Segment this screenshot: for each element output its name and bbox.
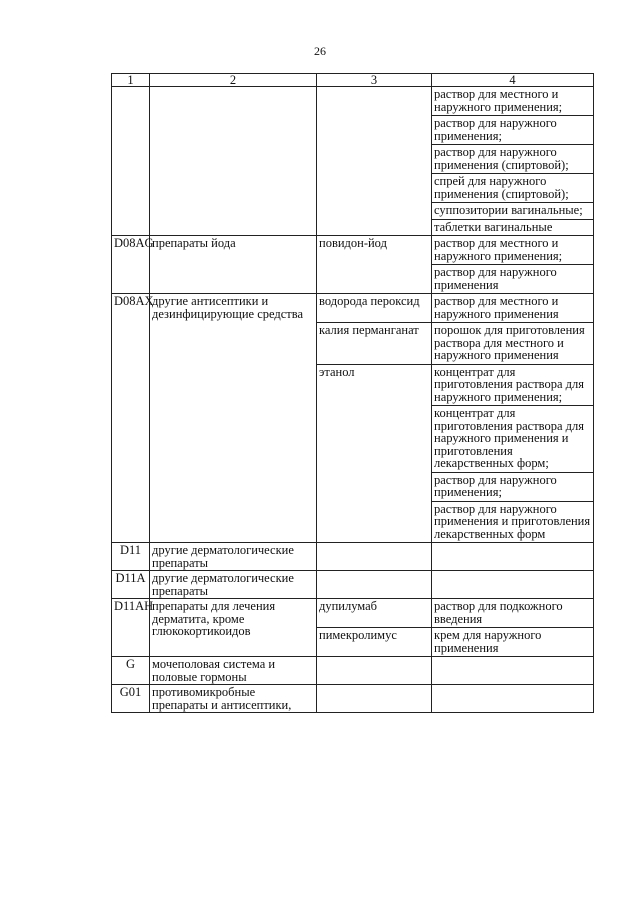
dosage-form-item: суппозитории вагинальные;	[432, 202, 593, 219]
dosage-form-item	[432, 657, 593, 673]
dosage-forms-cell	[432, 364, 594, 543]
substance-name-cell: пимекролимус	[317, 628, 432, 657]
dosage-forms-cell	[432, 657, 594, 685]
table-row	[112, 685, 594, 713]
dosage-form-item: порошок для приготовления раствора для местного и наружного применения	[434, 323, 585, 362]
dosage-forms-cell	[432, 685, 594, 713]
group-name-cell: другие дерматологические препараты	[150, 571, 317, 599]
dosage-form-item: раствор для местного и наружного применения	[434, 294, 559, 321]
substance-name-cell	[317, 571, 432, 599]
group-name-cell: препараты для лечения дерматита, кроме глюкокортикоидов	[150, 599, 317, 657]
table-row	[112, 599, 594, 628]
dosage-forms-cell	[432, 628, 594, 657]
group-name-cell: препараты йода	[150, 236, 317, 294]
column-header-3: 3	[317, 74, 432, 87]
group-name-cell	[150, 87, 317, 236]
group-name-cell: другие антисептики и дезинфицирующие средства	[150, 294, 317, 543]
dosage-form-item	[432, 685, 593, 701]
substance-name-cell: повидон-йод	[317, 236, 432, 294]
table-row	[112, 571, 594, 599]
page-number: 26	[314, 44, 326, 58]
dosage-form-item: раствор для местного и наружного применения;	[434, 236, 563, 263]
dosage-form-item: раствор для наружного применения (спиртовой);	[432, 144, 593, 173]
column-header-4: 4	[432, 74, 594, 87]
substance-name-cell	[317, 657, 432, 685]
dosage-form-item: концентрат для приготовления раствора для наружного применения;	[434, 364, 584, 404]
dosage-form-item: раствор для наружного применения;	[432, 472, 593, 501]
dosage-form-item	[432, 543, 593, 559]
drug-classification-table	[111, 73, 594, 713]
atc-code-cell: G01	[112, 685, 150, 713]
substance-name-cell: водорода пероксид	[317, 294, 432, 323]
dosage-form-item: таблетки вагинальные	[432, 219, 593, 236]
atc-code-cell: D11	[112, 543, 150, 571]
atc-code-cell: D11AH	[112, 599, 150, 657]
dosage-forms-cell	[432, 294, 594, 323]
atc-code-cell	[112, 87, 150, 236]
table-row	[112, 236, 594, 294]
dosage-form-item: раствор для местного и наружного применения;	[434, 87, 563, 114]
group-name-cell: другие дерматологические препараты	[150, 543, 317, 571]
dosage-forms-cell	[432, 87, 594, 236]
table-header-row	[112, 74, 594, 87]
table-row	[112, 87, 594, 236]
substance-name-cell: этанол	[317, 364, 432, 543]
group-name-cell: мочеполовая система и половые гормоны	[150, 657, 317, 685]
atc-code-cell: G	[112, 657, 150, 685]
group-name-cell: противомикробные препараты и антисептики,	[150, 685, 317, 713]
dosage-form-item: спрей для наружного применения (спиртовой);	[432, 173, 593, 202]
dosage-form-item	[432, 571, 593, 587]
substance-name-cell: калия перманганат	[317, 323, 432, 365]
dosage-form-item: раствор для подкожного введения	[434, 599, 563, 626]
atc-code-cell: D08AG	[112, 236, 150, 294]
substance-name-cell: дупилумаб	[317, 599, 432, 628]
dosage-forms-cell	[432, 236, 594, 294]
dosage-form-item: раствор для наружного применения;	[432, 115, 593, 144]
substance-name-cell	[317, 87, 432, 236]
dosage-forms-cell	[432, 571, 594, 599]
substance-name-cell	[317, 685, 432, 713]
table-row	[112, 294, 594, 323]
column-header-1: 1	[112, 74, 150, 87]
dosage-form-item: концентрат для приготовления раствора для наружного применения и приготовления лекарственных форм;	[432, 405, 593, 472]
dosage-forms-cell	[432, 599, 594, 628]
table-row	[112, 657, 594, 685]
dosage-forms-cell	[432, 323, 594, 365]
column-header-2: 2	[150, 74, 317, 87]
atc-code-cell: D08AX	[112, 294, 150, 543]
table-row	[112, 543, 594, 571]
substance-name-cell	[317, 543, 432, 571]
atc-code-cell: D11A	[112, 571, 150, 599]
dosage-form-item: крем для наружного применения	[434, 628, 542, 655]
dosage-form-item: раствор для наружного применения и приготовления лекарственных форм	[432, 501, 593, 543]
dosage-forms-cell	[432, 543, 594, 571]
dosage-form-item: раствор для наружного применения	[432, 264, 593, 293]
